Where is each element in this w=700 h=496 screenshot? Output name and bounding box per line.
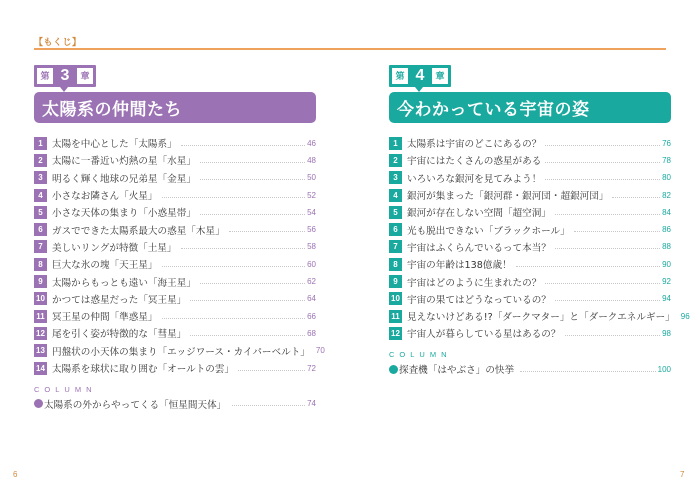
item-number: 8 — [389, 258, 402, 271]
toc-item[interactable] — [34, 273, 316, 290]
item-title: 太陽系を球状に取り囲む「オールトの雲」 — [52, 364, 235, 375]
item-title: かつては惑星だった「冥王星」 — [52, 294, 187, 306]
item-title: 宇宙の果てはどうなっているの？ — [407, 294, 551, 306]
item-number: 10 — [34, 292, 47, 305]
item-title: いろいろな銀河を見てみよう！ — [407, 173, 542, 185]
dot-leader — [200, 214, 305, 215]
chapter-4-section — [389, 64, 690, 377]
item-title: 小さなお隣さん「火星」 — [52, 191, 158, 203]
item-page: 70 — [315, 346, 325, 356]
item-page: 92 — [662, 277, 671, 287]
chapter-suffix: 章 — [432, 68, 448, 84]
item-page: 82 — [662, 190, 671, 200]
item-title: 太陽を中心とした「太陽系」 — [52, 139, 177, 151]
bullet-icon — [34, 399, 43, 408]
item-title: 太陽に一番近い灼熱の星「水星」 — [52, 156, 196, 168]
chapter-number: 3 — [60, 66, 70, 84]
column-item[interactable] — [34, 396, 316, 412]
toc-item[interactable] — [389, 186, 671, 203]
dot-leader — [232, 405, 305, 406]
toc-item[interactable] — [34, 359, 316, 376]
item-page: 54 — [307, 207, 316, 217]
dot-leader — [200, 283, 305, 284]
item-title: 宇宙にはたくさんの惑星がある — [407, 156, 542, 168]
dot-leader — [545, 179, 660, 180]
dot-leader — [565, 335, 661, 336]
dot-leader — [520, 371, 656, 372]
toc-item[interactable] — [389, 169, 671, 186]
dot-leader — [200, 162, 305, 163]
item-number: 7 — [34, 240, 47, 253]
chapter-prefix: 第 — [392, 68, 408, 84]
column-page: 74 — [307, 399, 316, 409]
chapter-title: 今わかっている宇宙の姿 — [389, 92, 671, 123]
item-number: 13 — [34, 344, 47, 357]
item-page: 90 — [662, 259, 671, 269]
item-page: 96 — [680, 311, 690, 321]
item-page: 68 — [307, 328, 316, 338]
item-title: 銀河が集まった「銀河群・銀河団・超銀河団」 — [407, 191, 609, 203]
item-number: 1 — [34, 137, 47, 150]
dot-leader — [545, 145, 660, 146]
toc-list — [389, 135, 690, 343]
item-number: 14 — [34, 362, 47, 375]
toc-item[interactable] — [34, 256, 316, 273]
chapter-badge — [389, 65, 451, 87]
item-page: 78 — [662, 155, 671, 165]
column-title: 探査機「はやぶさ」の快挙 — [399, 365, 515, 377]
column-label: COLUMN — [34, 384, 97, 394]
item-page: 80 — [662, 173, 671, 183]
item-page: 94 — [662, 294, 671, 304]
item-title: 太陽からもっとも遠い「海王星」 — [52, 277, 196, 289]
toc-item[interactable] — [34, 325, 316, 342]
dot-leader — [574, 231, 660, 232]
dot-leader — [181, 145, 305, 146]
item-page: 56 — [307, 225, 316, 235]
toc-item[interactable] — [389, 152, 671, 169]
toc-item[interactable] — [34, 169, 316, 186]
item-number: 6 — [34, 223, 47, 236]
item-number: 9 — [34, 275, 47, 288]
toc-item[interactable] — [389, 238, 671, 255]
toc-item[interactable] — [34, 135, 316, 152]
chapter-3-section — [34, 64, 325, 412]
item-title: 巨大な氷の塊「天王星」 — [52, 260, 158, 272]
chapter-suffix: 章 — [77, 68, 93, 84]
item-number: 12 — [34, 327, 47, 340]
toc-item[interactable] — [34, 342, 325, 359]
toc-item[interactable] — [389, 290, 671, 307]
toc-item[interactable] — [389, 135, 671, 152]
dot-leader — [190, 335, 305, 336]
page-number-right: 7 — [680, 470, 685, 479]
item-page: 76 — [662, 138, 671, 148]
toc-item[interactable] — [34, 221, 316, 238]
item-number: 11 — [34, 310, 47, 323]
item-number: 10 — [389, 292, 402, 305]
item-page: 58 — [307, 242, 316, 252]
toc-header-label: 【もくじ】 — [34, 38, 82, 48]
dot-leader — [229, 231, 305, 232]
item-number: 9 — [389, 275, 402, 288]
dot-leader — [555, 300, 660, 301]
item-page: 50 — [307, 173, 316, 183]
item-number: 11 — [389, 310, 402, 323]
item-title: 冥王星の仲間「準惑星」 — [52, 312, 158, 324]
item-number: 2 — [389, 154, 402, 167]
header-divider — [34, 48, 666, 50]
item-title: 宇宙の年齢は138億歳！ — [407, 260, 512, 272]
item-page: 62 — [307, 277, 316, 287]
dot-leader — [555, 248, 660, 249]
item-title: 美しいリングが特徴「土星」 — [52, 242, 177, 254]
item-title: ガスでできた太陽系最大の惑星「木星」 — [52, 225, 225, 237]
item-title: 明るく輝く地球の兄弟星「金星」 — [52, 173, 196, 185]
toc-item[interactable] — [34, 186, 316, 203]
toc-item[interactable] — [34, 290, 316, 307]
toc-item[interactable] — [389, 221, 671, 238]
toc-item[interactable] — [34, 152, 316, 169]
dot-leader — [200, 179, 305, 180]
toc-list — [34, 135, 325, 377]
item-page: 86 — [662, 225, 671, 235]
column-title: 太陽系の外からやってくる「恒星間天体」 — [44, 399, 227, 411]
item-number: 4 — [389, 189, 402, 202]
item-page: 48 — [307, 155, 316, 165]
dot-leader — [181, 248, 306, 249]
item-number: 1 — [389, 137, 402, 150]
chapter-number: 4 — [415, 66, 425, 84]
dot-leader — [162, 318, 306, 319]
dot-leader — [238, 370, 305, 371]
item-title: 宇宙人が暮らしている星はあるの？ — [407, 329, 561, 341]
item-number: 8 — [34, 258, 47, 271]
item-number: 7 — [389, 240, 402, 253]
chapter-prefix: 第 — [37, 68, 53, 84]
toc-item[interactable] — [389, 204, 671, 221]
item-page: 98 — [662, 328, 671, 338]
item-title: 宇宙はふくらんでいるって本当？ — [407, 242, 551, 254]
item-page: 60 — [307, 259, 316, 269]
dot-leader — [612, 197, 660, 198]
dot-leader — [516, 266, 660, 267]
dot-leader — [162, 266, 306, 267]
toc-item[interactable] — [34, 204, 316, 221]
dot-leader — [162, 197, 306, 198]
item-title: 銀河が存在しない空間「超空洞」 — [407, 208, 551, 220]
item-page: 64 — [307, 294, 316, 304]
chapter-title: 太陽系の仲間たち — [34, 92, 316, 123]
page-number-left: 6 — [13, 470, 18, 479]
toc-item[interactable] — [389, 273, 671, 290]
item-page: 84 — [662, 207, 671, 217]
item-page: 46 — [307, 138, 316, 148]
dot-leader — [190, 300, 305, 301]
dot-leader — [545, 283, 660, 284]
item-number: 6 — [389, 223, 402, 236]
column-page: 100 — [657, 364, 671, 374]
item-number: 12 — [389, 327, 402, 340]
toc-item[interactable] — [34, 238, 316, 255]
item-title: 宇宙はどのように生まれたの？ — [407, 277, 542, 289]
item-number: 3 — [34, 171, 47, 184]
item-title: 光も脱出できない「ブラックホール」 — [407, 225, 570, 237]
item-title: 太陽系は宇宙のどこにあるの？ — [407, 139, 542, 151]
toc-item[interactable] — [34, 307, 316, 324]
dot-leader — [545, 162, 660, 163]
dot-leader — [555, 214, 660, 215]
item-page: 66 — [307, 311, 316, 321]
chapter-badge — [34, 65, 96, 87]
item-number: 5 — [34, 206, 47, 219]
item-title: 尾を引く姿が特徴的な「彗星」 — [52, 329, 187, 341]
item-number: 5 — [389, 206, 402, 219]
item-title: 小さな天体の集まり「小惑星帯」 — [52, 208, 196, 220]
item-page: 52 — [307, 190, 316, 200]
toc-item[interactable] — [389, 256, 671, 273]
item-number: 2 — [34, 154, 47, 167]
item-title: 円盤状の小天体の集まり「エッジワース・カイパーベルト」 — [52, 346, 310, 358]
item-number: 3 — [389, 171, 402, 184]
item-page: 72 — [307, 363, 316, 373]
column-item[interactable] — [389, 361, 671, 377]
toc-item[interactable] — [389, 325, 671, 342]
item-title: 見えないけどある!?「ダークマター」と「ダークエネルギー」 — [407, 312, 675, 324]
item-number: 4 — [34, 189, 47, 202]
bullet-icon — [389, 365, 398, 374]
toc-item[interactable] — [389, 307, 690, 324]
item-page: 88 — [662, 242, 671, 252]
column-label: COLUMN — [389, 350, 452, 360]
